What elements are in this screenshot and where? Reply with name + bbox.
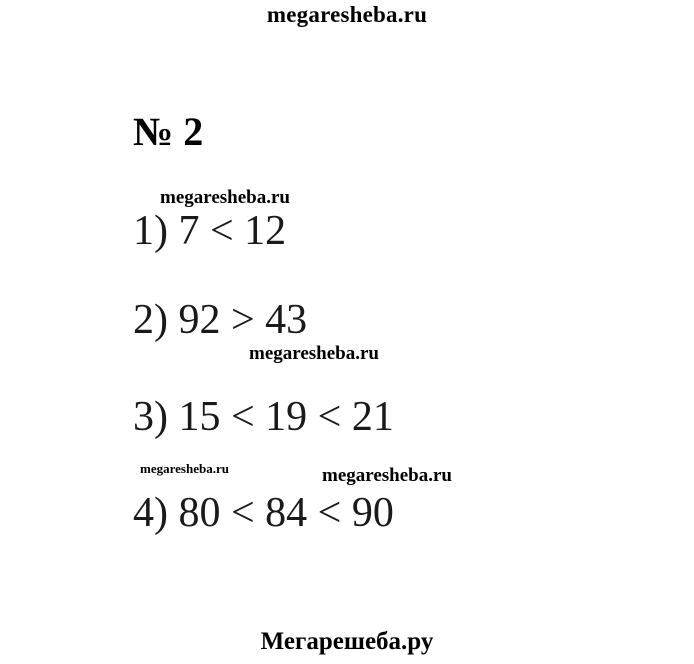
task-number-heading: № 2 bbox=[133, 109, 204, 154]
watermark-inline-2: megaresheba.ru bbox=[249, 343, 379, 364]
answer-line-3: 3) 15 < 19 < 21 bbox=[133, 394, 394, 440]
watermark-bottom: Мегарешеба.ру bbox=[260, 628, 434, 655]
watermark-inline-3: megaresheba.ru bbox=[140, 461, 229, 476]
answer-line-4: 4) 80 < 84 < 90 bbox=[133, 490, 394, 536]
answer-line-1: 1) 7 < 12 bbox=[133, 208, 287, 254]
watermark-top: megaresheba.ru bbox=[266, 2, 428, 27]
watermark-inline-4: megaresheba.ru bbox=[322, 465, 452, 486]
watermark-inline-1: megaresheba.ru bbox=[160, 187, 290, 208]
answer-line-2: 2) 92 > 43 bbox=[133, 297, 308, 343]
